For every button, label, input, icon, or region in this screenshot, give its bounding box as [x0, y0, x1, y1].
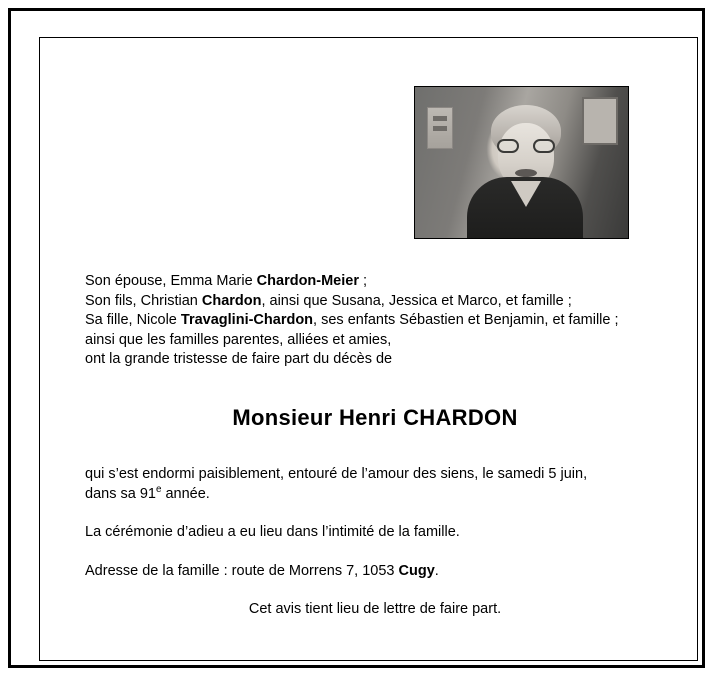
spouse-name: Chardon-Meier: [256, 273, 359, 289]
family-line-spouse: Son épouse, Emma Marie Chardon-Meier ;: [85, 273, 368, 289]
background-picture-frame: [582, 97, 618, 145]
portrait-figure: [467, 105, 583, 239]
portrait-photo-image: [415, 87, 628, 238]
spacer-before-closing: [85, 581, 665, 600]
outer-border: [8, 8, 705, 668]
notice-text: [85, 272, 665, 620]
family-line-daughter: Sa fille, Nicole Travaglini-Chardon, ses enfants Sébastien et Benjamin, et famille ;: [85, 312, 619, 328]
address-locality: Cugy: [398, 562, 435, 579]
passing-line-2: dans sa 91e année.: [85, 483, 210, 502]
spacer-before-address: [85, 543, 665, 562]
ceremony-line: La cérémonie d’adieu a eu lieu dans l’intimité de la famille.: [85, 524, 460, 540]
background-door: [427, 107, 453, 149]
glasses-icon: [497, 139, 555, 154]
announce-line: ont la grande tristesse de faire part du décès de: [85, 351, 393, 367]
door-panel-bottom: [433, 126, 447, 131]
portrait-mouth: [515, 169, 537, 177]
relatives-line: ainsi que les familles parentes, alliées et amies,: [85, 331, 392, 348]
deceased-name: Monsieur Henri CHARDON: [232, 404, 518, 430]
closing-line: Cet avis tient lieu de lettre de faire part.: [248, 601, 502, 617]
family-line-son: Son fils, Christian Chardon, ainsi que Susana, Jessica et Marco, et famille ;: [85, 292, 572, 309]
notice-content: [40, 38, 699, 662]
son-name: Chardon: [201, 292, 262, 309]
spacer-before-name: [85, 370, 665, 389]
portrait-photo: [414, 86, 629, 239]
inner-border: [39, 37, 698, 661]
ordinal-suffix: e: [155, 483, 162, 495]
spacer-before-ceremony: [85, 504, 665, 523]
address-line: Adresse de la famille : route de Morrens 7, 1053 Cugy.: [85, 562, 439, 579]
daughter-name: Travaglini-Chardon: [180, 312, 314, 328]
spacer-after-name-2: [85, 446, 665, 465]
spacer-after-name: [85, 427, 665, 446]
passing-line-1: qui s’est endormi paisiblement, entouré de l’amour des siens, le samedi 5 juin,: [85, 466, 588, 482]
door-panel-top: [433, 116, 447, 121]
